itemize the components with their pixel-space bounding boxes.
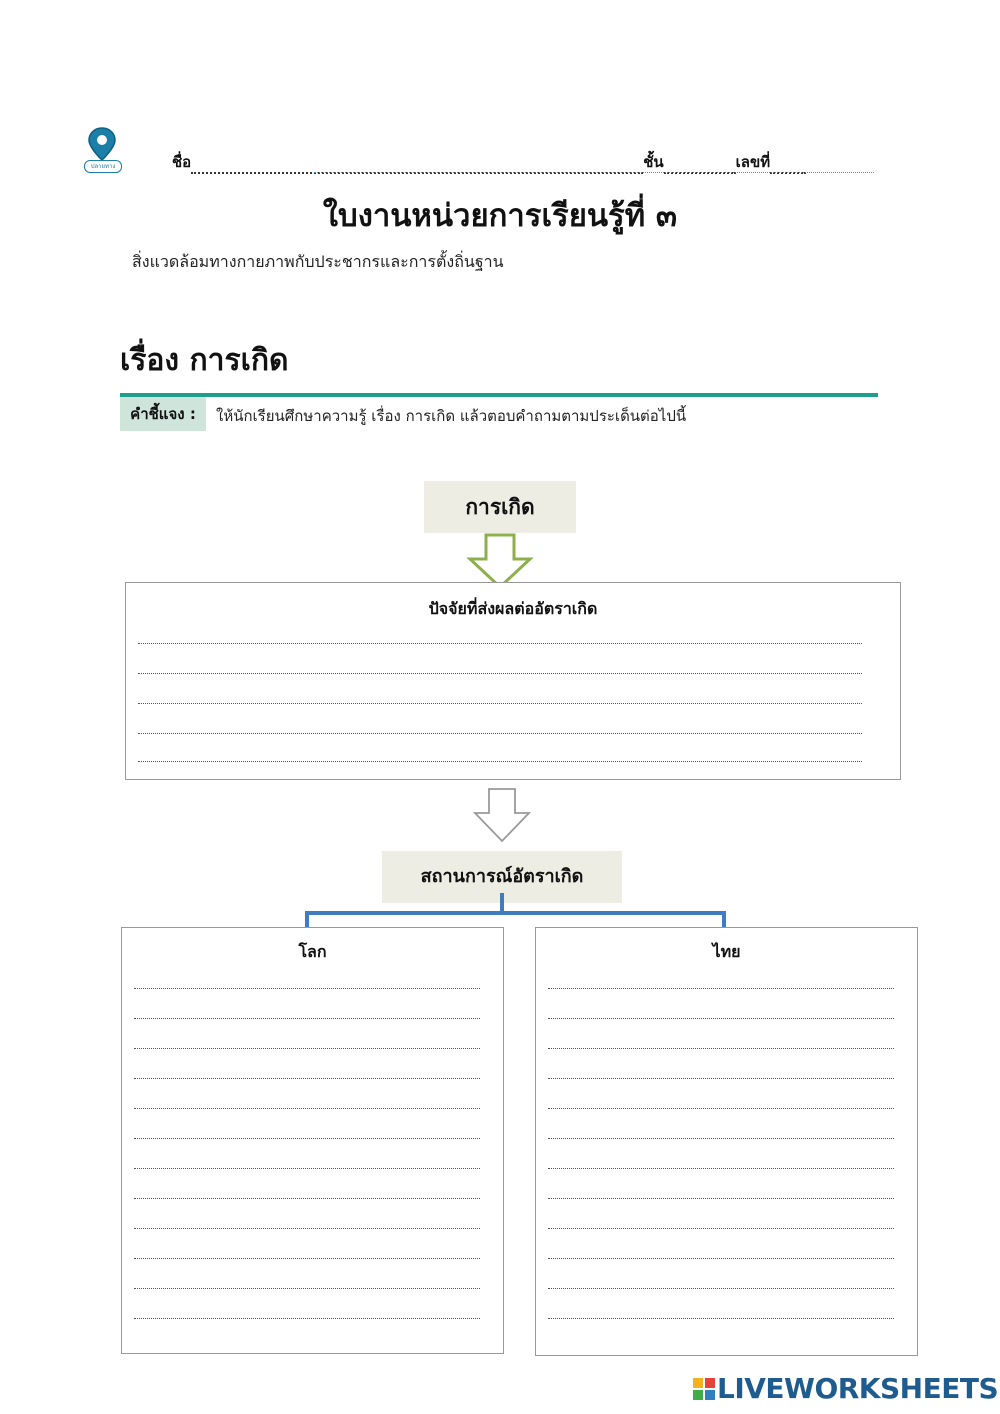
answer-line[interactable] [134,1228,480,1229]
answer-line[interactable] [548,1198,894,1199]
answer-line[interactable] [134,1198,480,1199]
answer-line[interactable] [134,1258,480,1259]
world-title: โลก [298,942,327,961]
brand-text: LIVEWORKSHEETS [717,1372,999,1405]
number-label: เลขที่ [735,153,771,171]
class-label: ชั้น [643,153,664,171]
answer-line[interactable] [548,1108,894,1109]
answer-line[interactable] [548,1288,894,1289]
answer-line[interactable] [138,643,862,644]
answer-line[interactable] [548,1318,894,1319]
birth-topic-box: การเกิด [424,481,576,533]
thailand-answer-panel [535,927,918,1356]
instruction-text: ให้นักเรียนศึกษาความรู้ เรื่อง การเกิด แล้วตอบคำถามตามประเด็นต่อไปนี้ [216,407,687,425]
answer-line[interactable] [548,1228,894,1229]
answer-line[interactable] [138,761,862,762]
answer-line[interactable] [548,1258,894,1259]
answer-line[interactable] [548,1048,894,1049]
name-label: ชื่อ [172,153,192,171]
answer-line[interactable] [134,1168,480,1169]
answer-line[interactable] [548,1078,894,1079]
section-divider [120,393,878,397]
answer-line[interactable] [134,1048,480,1049]
page-subtitle: สิ่งแวดล้อมทางกายภาพกับประชากรและการตั้งถิ่นฐาน [132,252,504,271]
answer-line[interactable] [134,1138,480,1139]
answer-line[interactable] [138,733,862,734]
factors-title: ปัจจัยที่ส่งผลต่ออัตราเกิด [428,599,598,618]
section-title: เรื่อง การเกิด [120,343,289,378]
world-answer-panel [121,927,504,1354]
liveworksheets-logo-icon [693,1378,715,1400]
thailand-title: ไทย [712,942,741,961]
page-title: ใบงานหน่วยการเรียนรู้ที่ ๓ [322,198,678,234]
answer-line[interactable] [548,1018,894,1019]
location-pin-icon [82,126,122,178]
header-underline [314,172,874,173]
pin-label: ปลายทาง [84,160,122,173]
factors-answer-panel [125,582,901,780]
answer-line[interactable] [134,1318,480,1319]
instruction-label: คำชี้แจง : [120,397,206,431]
answer-line[interactable] [134,1288,480,1289]
answer-line[interactable] [134,1018,480,1019]
liveworksheets-brand [693,1372,998,1405]
answer-line[interactable] [134,1078,480,1079]
answer-line[interactable] [134,1108,480,1109]
birth-situation-box: สถานการณ์อัตราเกิด [382,851,622,903]
gray-down-arrow-icon [471,787,533,847]
answer-line[interactable] [548,988,894,989]
answer-line[interactable] [548,1168,894,1169]
answer-line[interactable] [138,673,862,674]
answer-line[interactable] [138,703,862,704]
answer-line[interactable] [134,988,480,989]
student-info-line [172,150,806,174]
answer-line[interactable] [548,1138,894,1139]
